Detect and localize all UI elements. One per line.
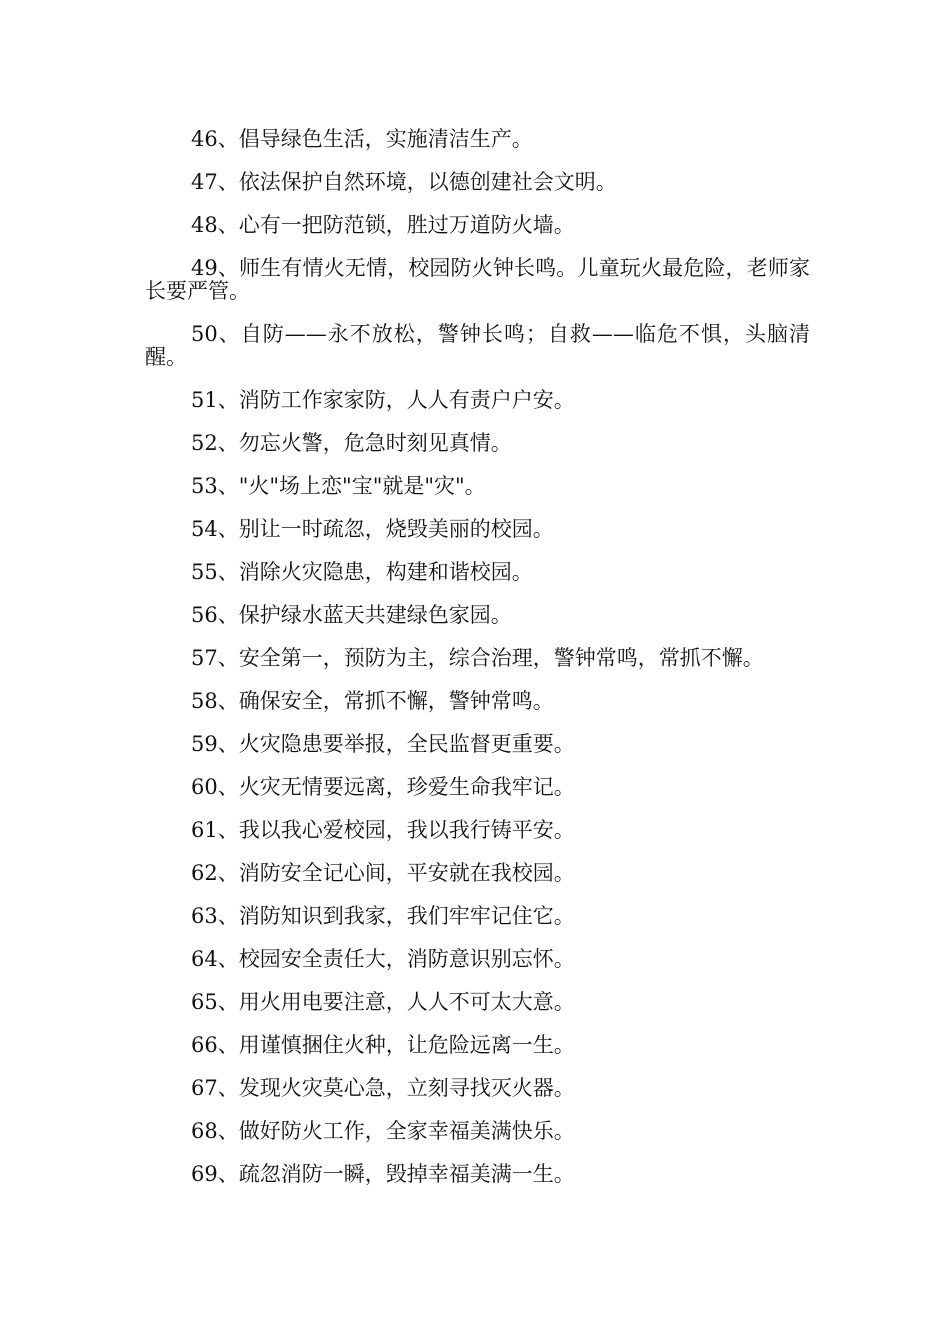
- slogan-paragraph: 53、"火"场上恋"宝"就是"灾"。: [191, 474, 486, 498]
- slogan-paragraph: 52、勿忘火警，危急时刻见真情。: [191, 431, 512, 455]
- slogan-paragraph: 63、消防知识到我家，我们牢牢记住它。: [191, 904, 575, 928]
- slogan-paragraph: 60、火灾无情要远离，珍爱生命我牢记。: [191, 775, 575, 799]
- slogan-paragraph: 68、做好防火工作，全家幸福美满快乐。: [191, 1119, 575, 1143]
- slogan-paragraph: 49、师生有情火无情，校园防火钟长鸣。儿童玩火最危险，老师家长要严管。: [145, 256, 810, 303]
- slogan-paragraph: 61、我以我心爱校园，我以我行铸平安。: [191, 818, 575, 842]
- document-body: [145, 118, 810, 1196]
- slogan-paragraph: 69、疏忽消防一瞬，毁掉幸福美满一生。: [191, 1162, 575, 1186]
- slogan-paragraph: 48、心有一把防范锁，胜过万道防火墙。: [191, 213, 575, 237]
- slogan-paragraph: 67、发现火灾莫心急，立刻寻找灭火器。: [191, 1076, 575, 1100]
- slogan-paragraph: 56、保护绿水蓝天共建绿色家园。: [191, 603, 512, 627]
- slogan-paragraph: 46、倡导绿色生活，实施清洁生产。: [191, 127, 533, 151]
- slogan-paragraph: 66、用谨慎捆住火种，让危险远离一生。: [191, 1033, 575, 1057]
- slogan-paragraph: 58、确保安全，常抓不懈，警钟常鸣。: [191, 689, 554, 713]
- slogan-paragraph: 54、别让一时疏忽，烧毁美丽的校园。: [191, 517, 554, 541]
- slogan-paragraph: 65、用火用电要注意，人人不可太大意。: [191, 990, 575, 1014]
- slogan-paragraph: 50、自防——永不放松，警钟长鸣；自救——临危不惧，头脑清醒。: [145, 322, 810, 369]
- slogan-paragraph: 64、校园安全责任大，消防意识别忘怀。: [191, 947, 575, 971]
- slogan-paragraph: 62、消防安全记心间，平安就在我校园。: [191, 861, 575, 885]
- slogan-paragraph: 55、消除火灾隐患，构建和谐校园。: [191, 560, 533, 584]
- slogan-paragraph: 51、消防工作家家防，人人有责户户安。: [191, 388, 575, 412]
- slogan-paragraph: 59、火灾隐患要举报，全民监督更重要。: [191, 732, 575, 756]
- slogan-paragraph: 47、依法保护自然环境，以德创建社会文明。: [191, 170, 617, 194]
- slogan-paragraph: 57、安全第一，预防为主，综合治理，警钟常鸣，常抓不懈。: [191, 646, 764, 670]
